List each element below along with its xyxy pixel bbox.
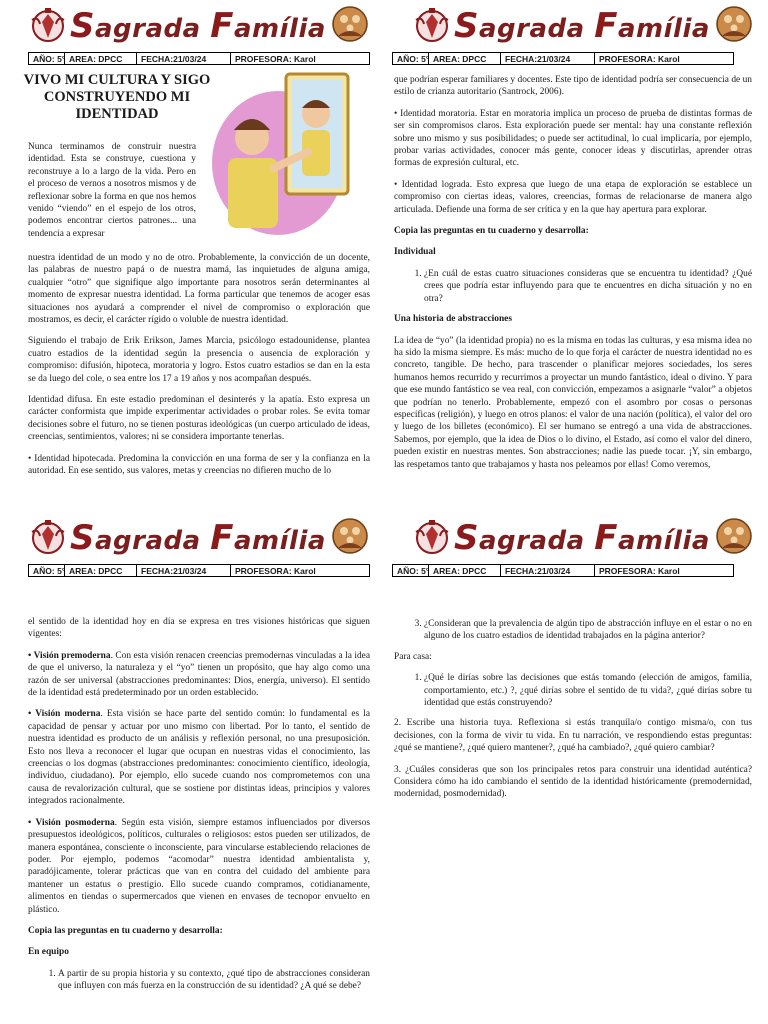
date-cell: FECHA:21/03/24 (501, 565, 595, 576)
header (28, 4, 368, 46)
page-title: VIVO MI CULTURA Y SIGO CONSTRUYENDO MI IDENTIDAD (23, 72, 211, 122)
year-cell: AÑO: 5° (29, 53, 65, 64)
info-bar (392, 564, 734, 577)
page2-body (394, 74, 752, 480)
section-label: En equipo (28, 947, 69, 958)
header (412, 4, 752, 46)
paragraph: el sentido de la identidad hoy en día se expresa en tres visiones históricas que siguen vigentes: (28, 617, 370, 640)
page1-body (28, 252, 370, 487)
paragraph: Identidad difusa. En este estadio predominan el desinterés y la apatía. Esto expresa un carácter conformista que impide experimentar actividades o probar roles. Se evita tomar decisiones sobre el futuro, no se tienen posturas ideológicas (un cuerpo articulado de ideas, creencias, sentimientos, valores; ni se considera importante tenerlas. (28, 395, 370, 443)
year-cell: AÑO: 5° (29, 565, 65, 576)
date-cell: FECHA:21/03/24 (137, 565, 231, 576)
header (28, 516, 368, 558)
date-cell: FECHA:21/03/24 (137, 53, 231, 64)
school-name: Sagrada Família (70, 518, 326, 558)
school-crest-icon (28, 6, 68, 46)
question-list (394, 618, 752, 643)
section-label: Para casa: (394, 651, 432, 662)
question-list (28, 968, 370, 993)
instruction: Copia las preguntas en tu cuaderno y desarrolla: (394, 226, 589, 237)
paragraph: 3. ¿Cuáles consideras que son los principales retos para construir una identidad auténtica? Considera cómo ha ido cambiando el sentido de la identidad históricamente (premodernidad, modernidad, posmodernidad). (394, 764, 752, 800)
school-crest-icon (412, 518, 452, 558)
school-name: Sagrada Família (70, 6, 326, 46)
area-cell: AREA: DPCC (429, 53, 501, 64)
section-label: Individual (394, 247, 436, 258)
teacher-cell: PROFESORA: Karol (599, 566, 680, 576)
info-bar (28, 52, 370, 65)
term: • Visión moderna (28, 709, 101, 720)
question: 1. A partir de su propia historia y su contexto, ¿qué tipo de abstracciones consideran que influyen con más fuerza en la construcción de su identidad? ¿A qué se debe? (58, 968, 370, 993)
mirror-illustration (208, 68, 358, 253)
school-name: Sagrada Família (454, 518, 710, 558)
homework-list (394, 672, 752, 709)
page-3 (0, 512, 384, 1024)
intro-paragraph: Nunca terminamos de construir nuestra identidad. Esta se construye, cuestiona y reconstruye a lo a largo de la vida. Pero en el proceso de vernos a nosotros mismos y de reflexionar sobre la forma en que nos hemos venido “viendo” en el espejo de los otros, podemos encontrar ciertos patrones... una tendencia a expresar (28, 142, 196, 239)
area-cell: AREA: DPCC (65, 53, 137, 64)
term: • Visión premoderna (28, 650, 111, 661)
section-heading: Una historia de abstracciones (394, 314, 512, 325)
teacher-cell: PROFESORA: Karol (235, 566, 316, 576)
paragraph: La idea de “yo” (la identidad propia) no es la misma en todas las culturas, y esa misma idea no ha sido la misma siempre. Es más: mucho de lo que forja el carácter de nuestra identidad no es concreto, tangible. De hecho, para trascender o planificar mejores sociedades, los seres humanos hemos recurrido y recurrimos a proyectar un mundo fantástico, ideal o divino. Y para que ese mundo fantástico se vea real, con convicción, empezamos a asignarle “valor” a objetos que podrían no tenerlo. Probablemente, empezó con el asombro por cosas o personas específicas (religión), y luego en otros planos: el valor de una nación (política), el valor del oro y luego de los billetes (económico). El ser humano se entregó a una vida de abstracciones. Sabemos, por ejemplo, que la idea de Dios o lo divino, el Estado, así como el valor del dinero, pueden existir en nuestras mentes. Son abstracciones; nadie las puede tocar. ¡Y, sin embargo, las respetamos tanto que trabajamos y hasta nos peleamos por ellas! Como veremos, (394, 335, 752, 470)
holy-family-medallion-icon (716, 6, 752, 42)
info-bar (392, 52, 734, 65)
question-list (394, 268, 752, 305)
instruction: Copia las preguntas en tu cuaderno y desarrolla: (28, 925, 223, 936)
page4-body (394, 618, 752, 810)
paragraph: • Identidad hipotecada. Predomina la convicción en una forma de ser y la confianza en la autoridad. En ese sentido, sus valores, metas y creencias no difieren mucho de lo (28, 453, 370, 477)
paragraph: • Identidad moratoria. Estar en moratoria implica un proceso de prueba de distintas formas de ser sin compromisos claros. Esta exploración puede ser mental: hay una constante reflexión sobre uno mismo y sus posibilidades; o puede ser actitudinal, lo cual implicaría, por ejemplo, probar varias actividades, conocer más gente, conocer ideas y discutirlas, aprender otras formas de expresión cultural, etc. (394, 108, 752, 169)
date-cell: FECHA:21/03/24 (501, 53, 595, 64)
paragraph: • Identidad lograda. Esto expresa que luego de una etapa de exploración se establece un compromiso con ciertas ideas, valores, creencias, formas de relacionarse de manera algo articulada. Defiende una forma de ser crítica y en la que hay apertura para explorar. (394, 179, 752, 215)
info-bar (28, 564, 370, 577)
area-cell: AREA: DPCC (65, 565, 137, 576)
page3-body (28, 616, 370, 1001)
paragraph: que podrían esperar familiares y docentes. Este tipo de identidad podría ser consecuencia de un estilo de crianza autoritario (Santrock, 2006). (394, 75, 752, 98)
question: 1. ¿En cuál de estas cuatro situaciones consideras que se encuentra tu identidad? ¿Qué crees que podría estar influyendo para que te encuentres en dicha situación y no en otra? (424, 268, 752, 305)
paragraph: • Visión moderna. Esta visión se hace parte del sentido común: lo fundamental es la capacidad de pensar y actuar por uno mismo con libertad. Por lo tanto, el sentido de nuestra identidad es producto de un análisis y reflexión personal, no una presuposición. Esto nos lleva a reconocer el lugar que ocupan en nuestras vidas el conocimiento, las creencias o los dogmas (abstracciones predominantes: conocimiento científico, ideología, individuo, ciudadano). Por ejemplo, ello sucede cuando nos comprometemos con una causa de revalorización cultural, que se sostiene por distintas ideas, principios y valores integrados racionalmente. (28, 709, 370, 807)
holy-family-medallion-icon (716, 518, 752, 554)
question: 3. ¿Consideran que la prevalencia de algún tipo de abstracción influye en el estar o no en alguno de los cuatro estadios de identidad trabajados en la página anterior? (424, 618, 752, 643)
term: • Visión posmoderna (28, 817, 115, 828)
school-crest-icon (28, 518, 68, 558)
year-cell: AÑO: 5° (393, 565, 429, 576)
area-cell: AREA: DPCC (429, 565, 501, 576)
paragraph: • Visión posmoderna. Según esta visión, siempre estamos influenciados por diversos presupuestos ideológicos, políticos, culturales o religiosos: estos pueden ser utilizados, de manera espontánea, consciente o inconsciente, para vincularse estableciendo relaciones de poder. Por ejemplo, podemos “acomodar” nuestra identidad ambientalista y, paradójicamente, tolerar prácticas que van en contra del cuidado del ambiente para mantener un estatus o prestigio. Ello sucede cuando compramos, cotidianamente, alimentos en tiendas o supermercados que vienen en envases de tecnopor envuelto en plástico. (28, 817, 370, 915)
page-2 (384, 0, 768, 512)
teacher-cell: PROFESORA: Karol (235, 54, 316, 64)
paragraph: Siguiendo el trabajo de Erik Erikson, James Marcia, psicólogo estadounidense, plantea cuatro estadios de la identidad según la presencia o ausencia de exploración y compromiso: difusión, hipoteca, moratoria y logro. Estos cuatro estadios se dan en la esta se da luego del cole, o sea entre los 17 a 19 años y nos acompañan después. (28, 336, 370, 384)
school-name: Sagrada Família (454, 6, 710, 46)
paragraph: nuestra identidad de un modo y no de otro. Probablemente, la convicción de un docente, las palabras de nuestro papá o de nuestra mamá, las inquietudes de alguna amiga, cualquier “otro” que signifique algo importante para nosotros serán determinantes al momento de expresar nuestra identidad. La forma particular que tenemos de acoger esas situaciones nos ayudará a comprender el nivel de compromiso o exploración que mostramos, es decir, el carácter rígido o voluble de nuestra identidad. (28, 253, 370, 326)
holy-family-medallion-icon (332, 518, 368, 554)
page-4 (384, 512, 768, 1024)
paragraph: • Visión premoderna. Con esta visión renacen creencias premodernas vinculadas a la idea de que el universo, la naturaleza y el “yo” tienen un propósito, que hay algo como una razón de ser universal (abstracciones predominantes: Dios, energía, universo). El sentido de la identidad está predeterminado por un orden establecido. (28, 650, 370, 699)
school-crest-icon (412, 6, 452, 46)
header (412, 516, 752, 558)
paragraph: 2. Escribe una historia tuya. Reflexiona si estás tranquila/o contigo misma/o, con tus decisiones, con la forma de vivir tu vida. En tu narración, ve respondiendo estas preguntas: ¿qué se mantiene?, ¿qué quiero mantener?, ¿qué ha cambiado?, ¿qué quiero cambiar? (394, 718, 752, 754)
year-cell: AÑO: 5° (393, 53, 429, 64)
holy-family-medallion-icon (332, 6, 368, 42)
page-1 (0, 0, 384, 512)
question: 1. ¿Qué le dirías sobre las decisiones que estás tomando (elección de amigos, familia, comportamiento, etc.) ?, ¿qué dirías sobre el sentido de tu vida?, ¿qué dirías sobre tu identidad que estás construyendo? (424, 672, 752, 709)
teacher-cell: PROFESORA: Karol (599, 54, 680, 64)
